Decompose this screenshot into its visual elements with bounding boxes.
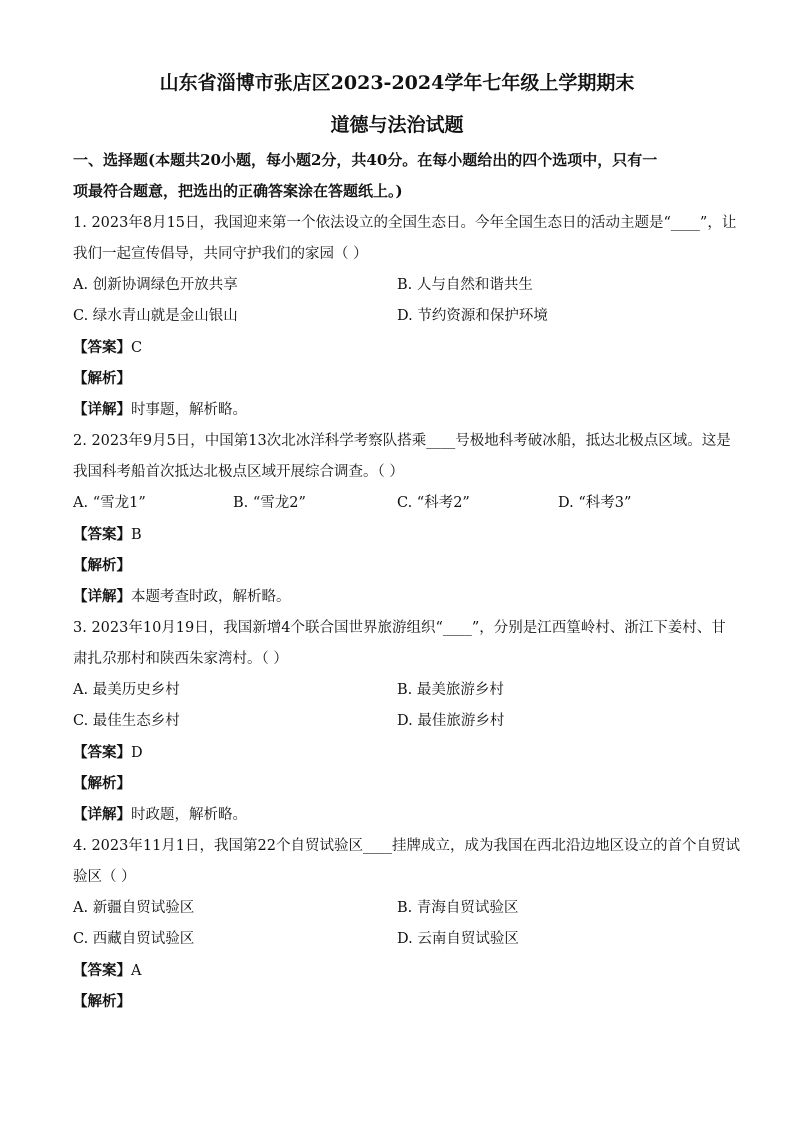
- q2-option-a: A. “雪龙1”: [73, 495, 146, 511]
- q1-stem-line1: 1. 2023年8月15日，我国迎来第一个依法设立的全国生态日。今年全国生态日的活动主题是“____”，让: [73, 215, 737, 231]
- q3-option-d: D. 最佳旅游乡村: [397, 713, 505, 729]
- q3-answer: [73, 743, 143, 763]
- q3-answer-value: D: [131, 745, 143, 761]
- answer-label: 【答案】: [73, 744, 131, 761]
- q4-stem-line1: 4. 2023年11月1日，我国第22个自贸试验区____挂牌成立，成为我国在西北沿边地区设立的首个自贸试: [73, 838, 740, 854]
- q2-stem-line1: 2. 2023年9月5日，中国第13次北冰洋科学考察队搭乘____号极地科考破冰船，抵达北极点区域。这是: [73, 433, 731, 449]
- q1-stem-line2: 我们一起宣传倡导，共同守护我们的家园（ ）: [73, 246, 368, 262]
- q3-option-a: A. 最美历史乡村: [73, 682, 180, 698]
- q1-answer: [73, 338, 142, 358]
- q1-option-d: D. 节约资源和保护环境: [397, 308, 548, 324]
- q4-option-c: C. 西藏自贸试验区: [73, 931, 195, 947]
- q4-option-b: B. 青海自贸试验区: [397, 900, 519, 916]
- detail-label: 【详解】: [73, 806, 131, 823]
- q2-analysis-label: 【解析】: [73, 557, 131, 574]
- answer-label: 【答案】: [73, 962, 131, 979]
- q4-answer-value: A: [131, 963, 142, 979]
- q3-stem-line2: 肃扎尕那村和陕西朱家湾村。（ ）: [73, 651, 288, 667]
- q1-option-a: A. 创新协调绿色开放共享: [73, 277, 238, 293]
- q2-answer: [73, 525, 142, 545]
- q2-detail: [73, 587, 291, 607]
- q3-option-c: C. 最佳生态乡村: [73, 713, 180, 729]
- detail-label: 【详解】: [73, 401, 131, 418]
- q1-answer-value: C: [131, 340, 143, 356]
- q3-detail-text: 时政题，解析略。: [131, 807, 247, 823]
- q4-option-d: D. 云南自贸试验区: [397, 931, 519, 947]
- page-title-line2: 道德与法治试题: [330, 114, 464, 136]
- q1-analysis-label: 【解析】: [73, 370, 131, 387]
- section-heading-line1: 一、选择题(本题共20小题，每小题2分，共40分。在每小题给出的四个选项中，只有一: [73, 151, 658, 169]
- q3-stem-line1: 3. 2023年10月19日，我国新增4个联合国世界旅游组织“____”，分别是江西篁岭村、浙江下姜村、甘: [73, 620, 726, 636]
- section-heading-line2: 项最符合题意，把选出的正确答案涂在答题纸上。): [73, 182, 403, 200]
- detail-label: 【详解】: [73, 588, 131, 605]
- q4-answer: [73, 961, 141, 981]
- answer-label: 【答案】: [73, 339, 131, 356]
- q3-analysis-label: 【解析】: [73, 775, 131, 792]
- q3-detail: [73, 805, 247, 825]
- q1-detail-text: 时事题，解析略。: [131, 402, 247, 418]
- q1-detail: [73, 400, 247, 420]
- q3-option-b: B. 最美旅游乡村: [397, 682, 504, 698]
- q4-analysis-label: 【解析】: [73, 993, 131, 1010]
- q2-answer-value: B: [131, 527, 142, 543]
- q2-option-d: D. “科考3”: [558, 495, 632, 511]
- answer-label: 【答案】: [73, 526, 131, 543]
- q4-option-a: A. 新疆自贸试验区: [73, 900, 195, 916]
- q2-option-c: C. “科考2”: [397, 495, 470, 511]
- q1-option-b: B. 人与自然和谐共生: [397, 277, 533, 293]
- page-title-line1: 山东省淄博市张店区2023-2024学年七年级上学期期末: [159, 72, 635, 94]
- q1-option-c: C. 绿水青山就是金山银山: [73, 308, 238, 324]
- q2-option-b: B. “雪龙2”: [233, 495, 306, 511]
- q4-stem-line2: 验区（ ）: [73, 869, 136, 885]
- q2-detail-text: 本题考查时政，解析略。: [131, 589, 291, 605]
- q2-stem-line2: 我国科考船首次抵达北极点区域开展综合调查。（ ）: [73, 464, 404, 480]
